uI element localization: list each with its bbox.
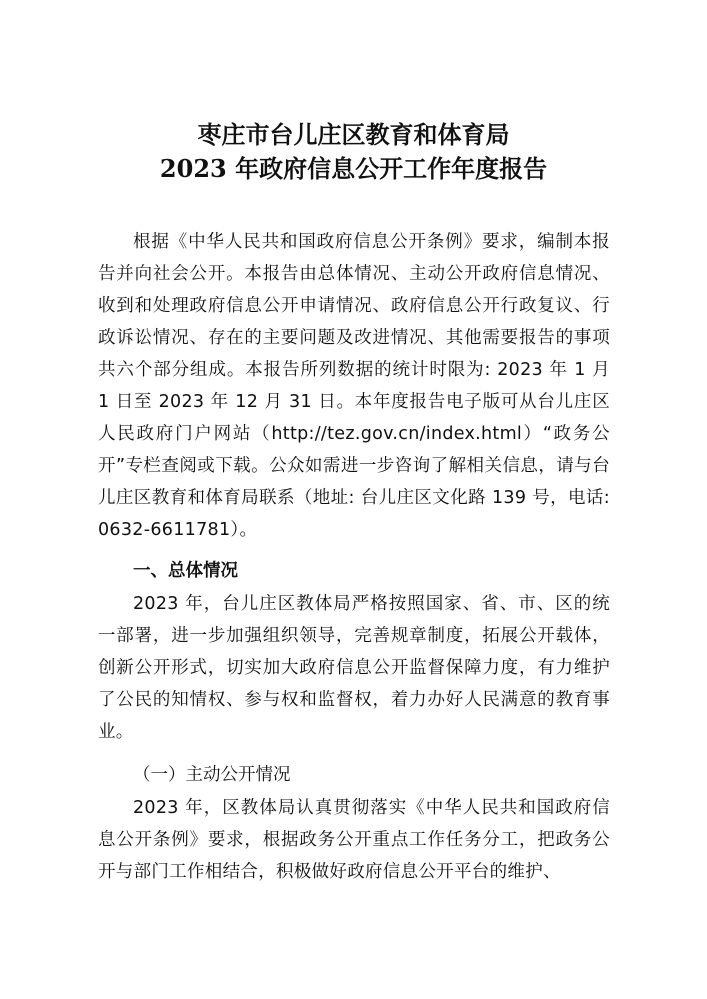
subsection-heading-active-disclosure: （一）主动公开情况: [133, 765, 291, 785]
section-heading-overall: 一、总体情况: [133, 561, 238, 581]
overall-paragraph: 2023 年，台儿庄区教体局严格按照国家、省、市、区的统一部署，进一步加强组织领导，完善规章制度，拓展公开载体，创新公开形式，切实加大政府信息公开监督保障力度，有力维护了公民的知情权、参与权和监督权，着力办好人民满意的教育事业。: [98, 594, 610, 742]
active-disclosure-paragraph: 2023 年，区教体局认真贯彻落实《中华人民共和国政府信息公开条例》要求，根据政务公开重点工作任务分工，把政务公开与部门工作相结合，积极做好政府信息公开平台的维护、: [98, 798, 610, 882]
report-title-line-2: 2023 年政府信息公开工作年度报告: [159, 154, 548, 183]
intro-paragraph: 根据《中华人民共和国政府信息公开条例》要求，编制本报告并向社会公开。本报告由总体情况、主动公开政府信息情况、收到和处理政府信息公开申请情况、政府信息公开行政复议、行政诉讼情况、存在的主要问题及改进情况、其他需要报告的事项共六个部分组成。本报告所列数据的统计时限为: 2023 年 1 月 1 日至 2023 年 12 月 31 日。本年度报告电子版可从台儿庄区人民政府门户网站（http://tez.gov.cn/index.html）“政务公开”专栏查阅或下载。公众如需进一步咨询了解相关信息，请与台儿庄区教育和体育局联系（地址: 台儿庄区文化路 139 号，电话: 0632-6611781）。: [98, 232, 610, 540]
report-title-line-1: 枣庄市台儿庄区教育和体育局: [197, 120, 510, 149]
